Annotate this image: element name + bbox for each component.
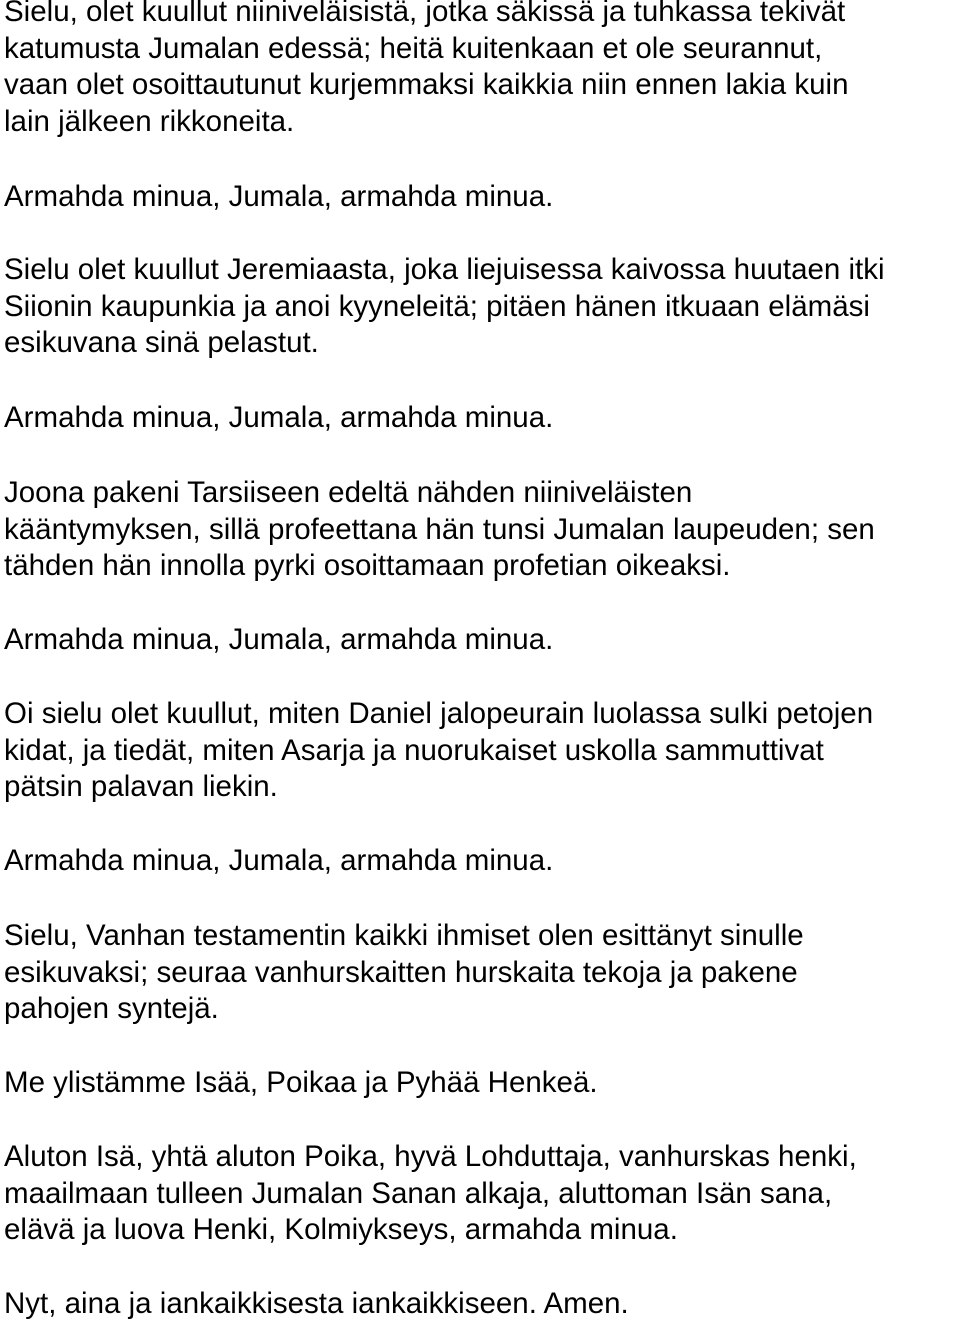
text-line: Nyt, aina ja iankaikkisesta iankaikkiseen. Amen. — [4, 1287, 629, 1320]
refrain — [4, 179, 956, 216]
text-line: katumusta Jumalan edessä; heitä kuitenkaan et ole seurannut, — [4, 31, 823, 65]
refrain — [4, 400, 956, 437]
doxology-amen — [4, 1286, 956, 1323]
text-line: lain jälkeen rikkoneita. — [4, 104, 295, 138]
stanza-trinity — [4, 1139, 956, 1249]
text-line: Oi sielu olet kuullut, miten Daniel jalopeurain luolassa sulki petojen — [4, 697, 874, 730]
text-line: vaan olet osoittautunut kurjemmaksi kaikkia niin ennen lakia kuin — [4, 68, 849, 101]
refrain — [4, 843, 956, 880]
text-line: kääntymyksen, sillä profeettana hän tunsi Jumalan laupeuden; sen — [4, 512, 875, 546]
doxology-glory — [4, 1065, 956, 1102]
text-line: Sielu, olet kuullut niiniveläisistä, jotka säkissä ja tuhkassa tekivät — [4, 0, 846, 28]
text-line: esikuvana sinä pelastut. — [4, 326, 319, 359]
stanza-old-testament — [4, 918, 956, 1028]
stanza-jeremiah — [4, 252, 956, 362]
text-line: kidat, ja tiedät, miten Asarja ja nuorukaiset uskolla sammuttivat — [4, 733, 824, 767]
text-line: Sielu, Vanhan testamentin kaikki ihmiset olen esittänyt sinulle — [4, 919, 804, 952]
text-line: Me ylistämme Isää, Poikaa ja Pyhää Henkeä. — [4, 1066, 598, 1099]
text-line: maailmaan tulleen Jumalan Sanan alkaja, aluttoman Isän sana, — [4, 1176, 833, 1210]
stanza-niniveh — [4, 0, 956, 140]
text-line: esikuvaksi; seuraa vanhurskaitten hurskaita tekoja ja pakene — [4, 955, 798, 989]
text-line: Siionin kaupunkia ja anoi kyyneleitä; pitäen hänen itkuaan elämäsi — [4, 289, 870, 323]
text-line: Joona pakeni Tarsiiseen edeltä nähden niiniveläisten — [4, 476, 693, 509]
text-line: Armahda minua, Jumala, armahda minua. — [4, 844, 554, 877]
text-line: Armahda minua, Jumala, armahda minua. — [4, 401, 554, 434]
text-line: tähden hän innolla pyrki osoittamaan profetian oikeaksi. — [4, 549, 731, 582]
stanza-daniel — [4, 696, 956, 806]
text-line: elävä ja luova Henki, Kolmiykseys, armahda minua. — [4, 1213, 678, 1246]
stanza-jonah — [4, 475, 956, 585]
text-line: Sielu olet kuullut Jeremiaasta, joka liejuisessa kaivossa huutaen itki — [4, 253, 885, 286]
text-line: Armahda minua, Jumala, armahda minua. — [4, 623, 554, 656]
text-line: pätsin palavan liekin. — [4, 770, 278, 803]
text-line: pahojen syntejä. — [4, 992, 219, 1025]
text-line: Aluton Isä, yhtä aluton Poika, hyvä Lohduttaja, vanhurskas henki, — [4, 1140, 857, 1173]
refrain — [4, 622, 956, 659]
text-line: Armahda minua, Jumala, armahda minua. — [4, 180, 554, 213]
